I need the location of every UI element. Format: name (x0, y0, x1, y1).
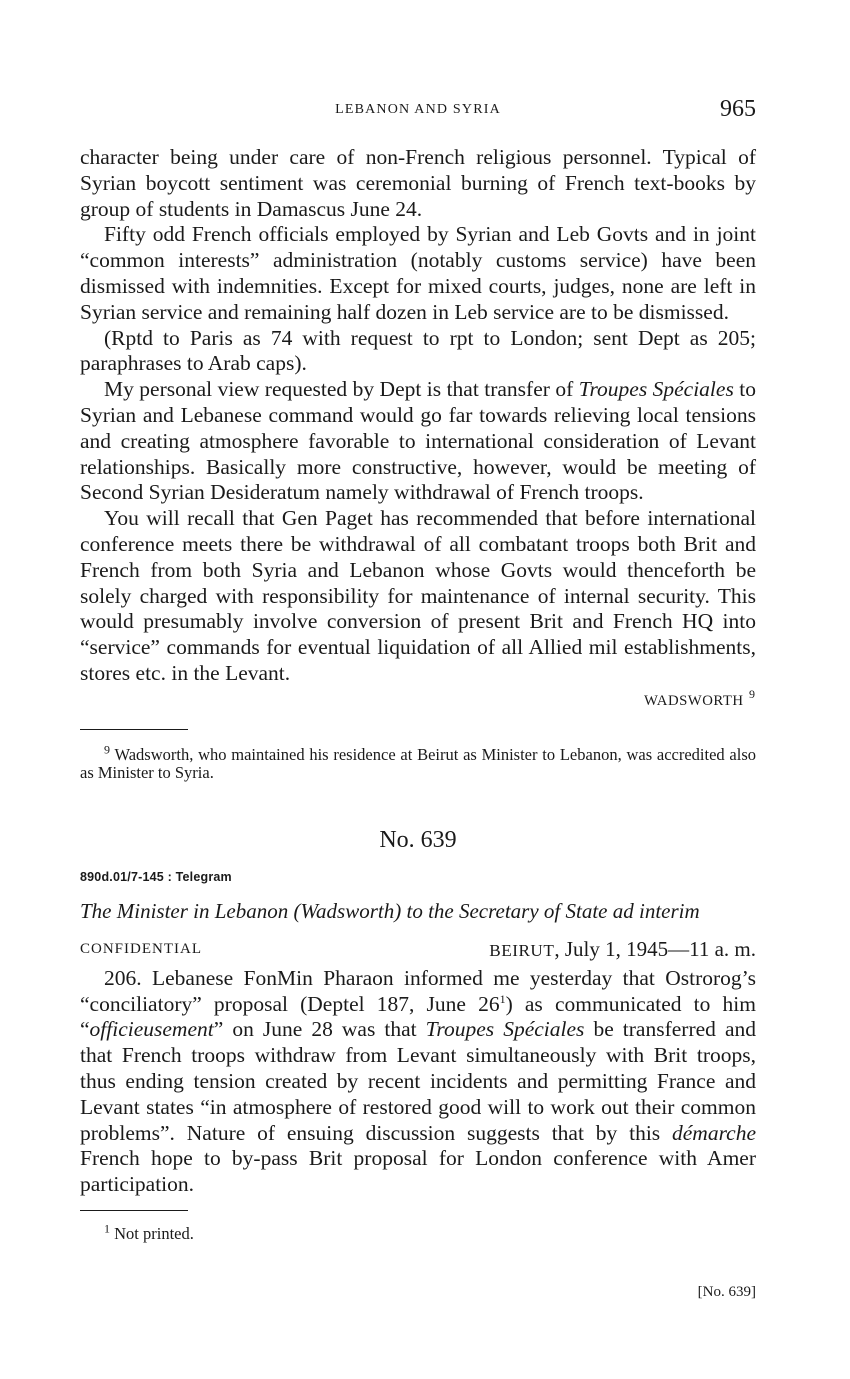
footnote (80, 742, 757, 782)
document-title: The Minister in Lebanon (Wadsworth) to the Secretary of State ad interim (80, 899, 700, 924)
footnote-mark: 9 (104, 742, 110, 757)
footnote-ref: 9 (749, 686, 756, 701)
file-reference: 890d.01/7-145 : Telegram (80, 870, 232, 885)
text-run: ” on June 28 was that (213, 1017, 426, 1042)
place: BEIRUT (489, 940, 555, 960)
date: , July 1, 1945—11 a. m. (554, 936, 756, 961)
italic-text: officieusement (89, 1017, 214, 1042)
text-run: ) as communicated to him “ (80, 991, 756, 1042)
text-run: be transferred and that French troops withdraw from Levant simultaneously with Brit troops, thus ending tension created by recent incidents and permitting France and Levant states “in atmosphere of restored good will to work out their common problems”. Nature of ensuing discussion suggests that by this (80, 1017, 756, 1145)
footnote-text: Not printed. (114, 1223, 194, 1243)
page-number: 965 (720, 96, 756, 122)
footnote-text: Wadsworth, who maintained his residence at Beirut as Minister to Lebanon, was accredited also as Minister to Syria. (80, 744, 757, 782)
page-reference: [No. 639] (697, 1284, 756, 1300)
text-run: 206. Lebanese FonMin Pharaon informed me yesterday that Ostrorog’s “conciliatory” proposal (Deptel 187, June 26 (80, 965, 756, 1016)
footnote-divider (80, 1210, 188, 1211)
running-title: LEBANON AND SYRIA (335, 102, 501, 117)
classification-label: CONFIDENTIAL (80, 940, 202, 957)
place-date (489, 937, 756, 966)
paragraph: (Rptd to Paris as 74 with request to rpt to London; sent Dept as 205; paraphrases to Arab caps). (80, 325, 756, 376)
dateline (80, 937, 756, 966)
text-run: to Syrian and Lebanese command would go far towards relieving local tensions and creating atmosphere favorable to international consideration of Levant relationships. Basically more constructive, however, would be meeting of Second Syrian Desideratum namely withdrawal of French troops. (80, 377, 756, 505)
footnote-mark: 1 (104, 1221, 110, 1236)
italic-text: démarche (672, 1120, 756, 1145)
page-body (80, 145, 756, 1247)
footnote-divider (80, 729, 188, 730)
paragraph (80, 377, 756, 506)
telegram-text (80, 966, 756, 1198)
document-number: No. 639 (379, 826, 457, 853)
footnote-ref: 1 (499, 991, 506, 1006)
paragraph: character being under care of non-French religious personnel. Typical of Syrian boycott sentiment was ceremonial burning of French text-books by group of students in Damascus June 24. (80, 145, 756, 221)
page-header (80, 96, 756, 126)
paragraph: Fifty odd French officials employed by Syrian and Leb Govts and in joint “common interests” administration (notably customs service) have been dismissed with indemnities. Except for mixed courts, judges, none are left in Syrian service and remaining half dozen in Leb service are to be dismissed. (80, 222, 756, 324)
italic-text: Troupes Spéciales (578, 377, 734, 402)
signature-name: WADSWORTH (644, 692, 744, 709)
paragraph: You will recall that Gen Paget has recommended that before international conference meets there be withdrawal of all combatant troops both Brit and French from both Syria and Lebanon whose Govts would thenceforth be solely charged with responsibility for maintenance of internal security. This would presumably involve conversion of present Brit and French HQ into “service” commands for eventual liquidation of all Allied mil establishments, stores etc. in the Levant. (80, 506, 756, 685)
signature (80, 687, 756, 715)
text-run: My personal view requested by Dept is that transfer of (104, 377, 579, 402)
footnote (80, 1221, 756, 1247)
text-run: French hope to by-pass Brit proposal for London conference with Amer participation. (80, 1146, 756, 1197)
italic-text: Troupes Spéciales (425, 1017, 585, 1042)
